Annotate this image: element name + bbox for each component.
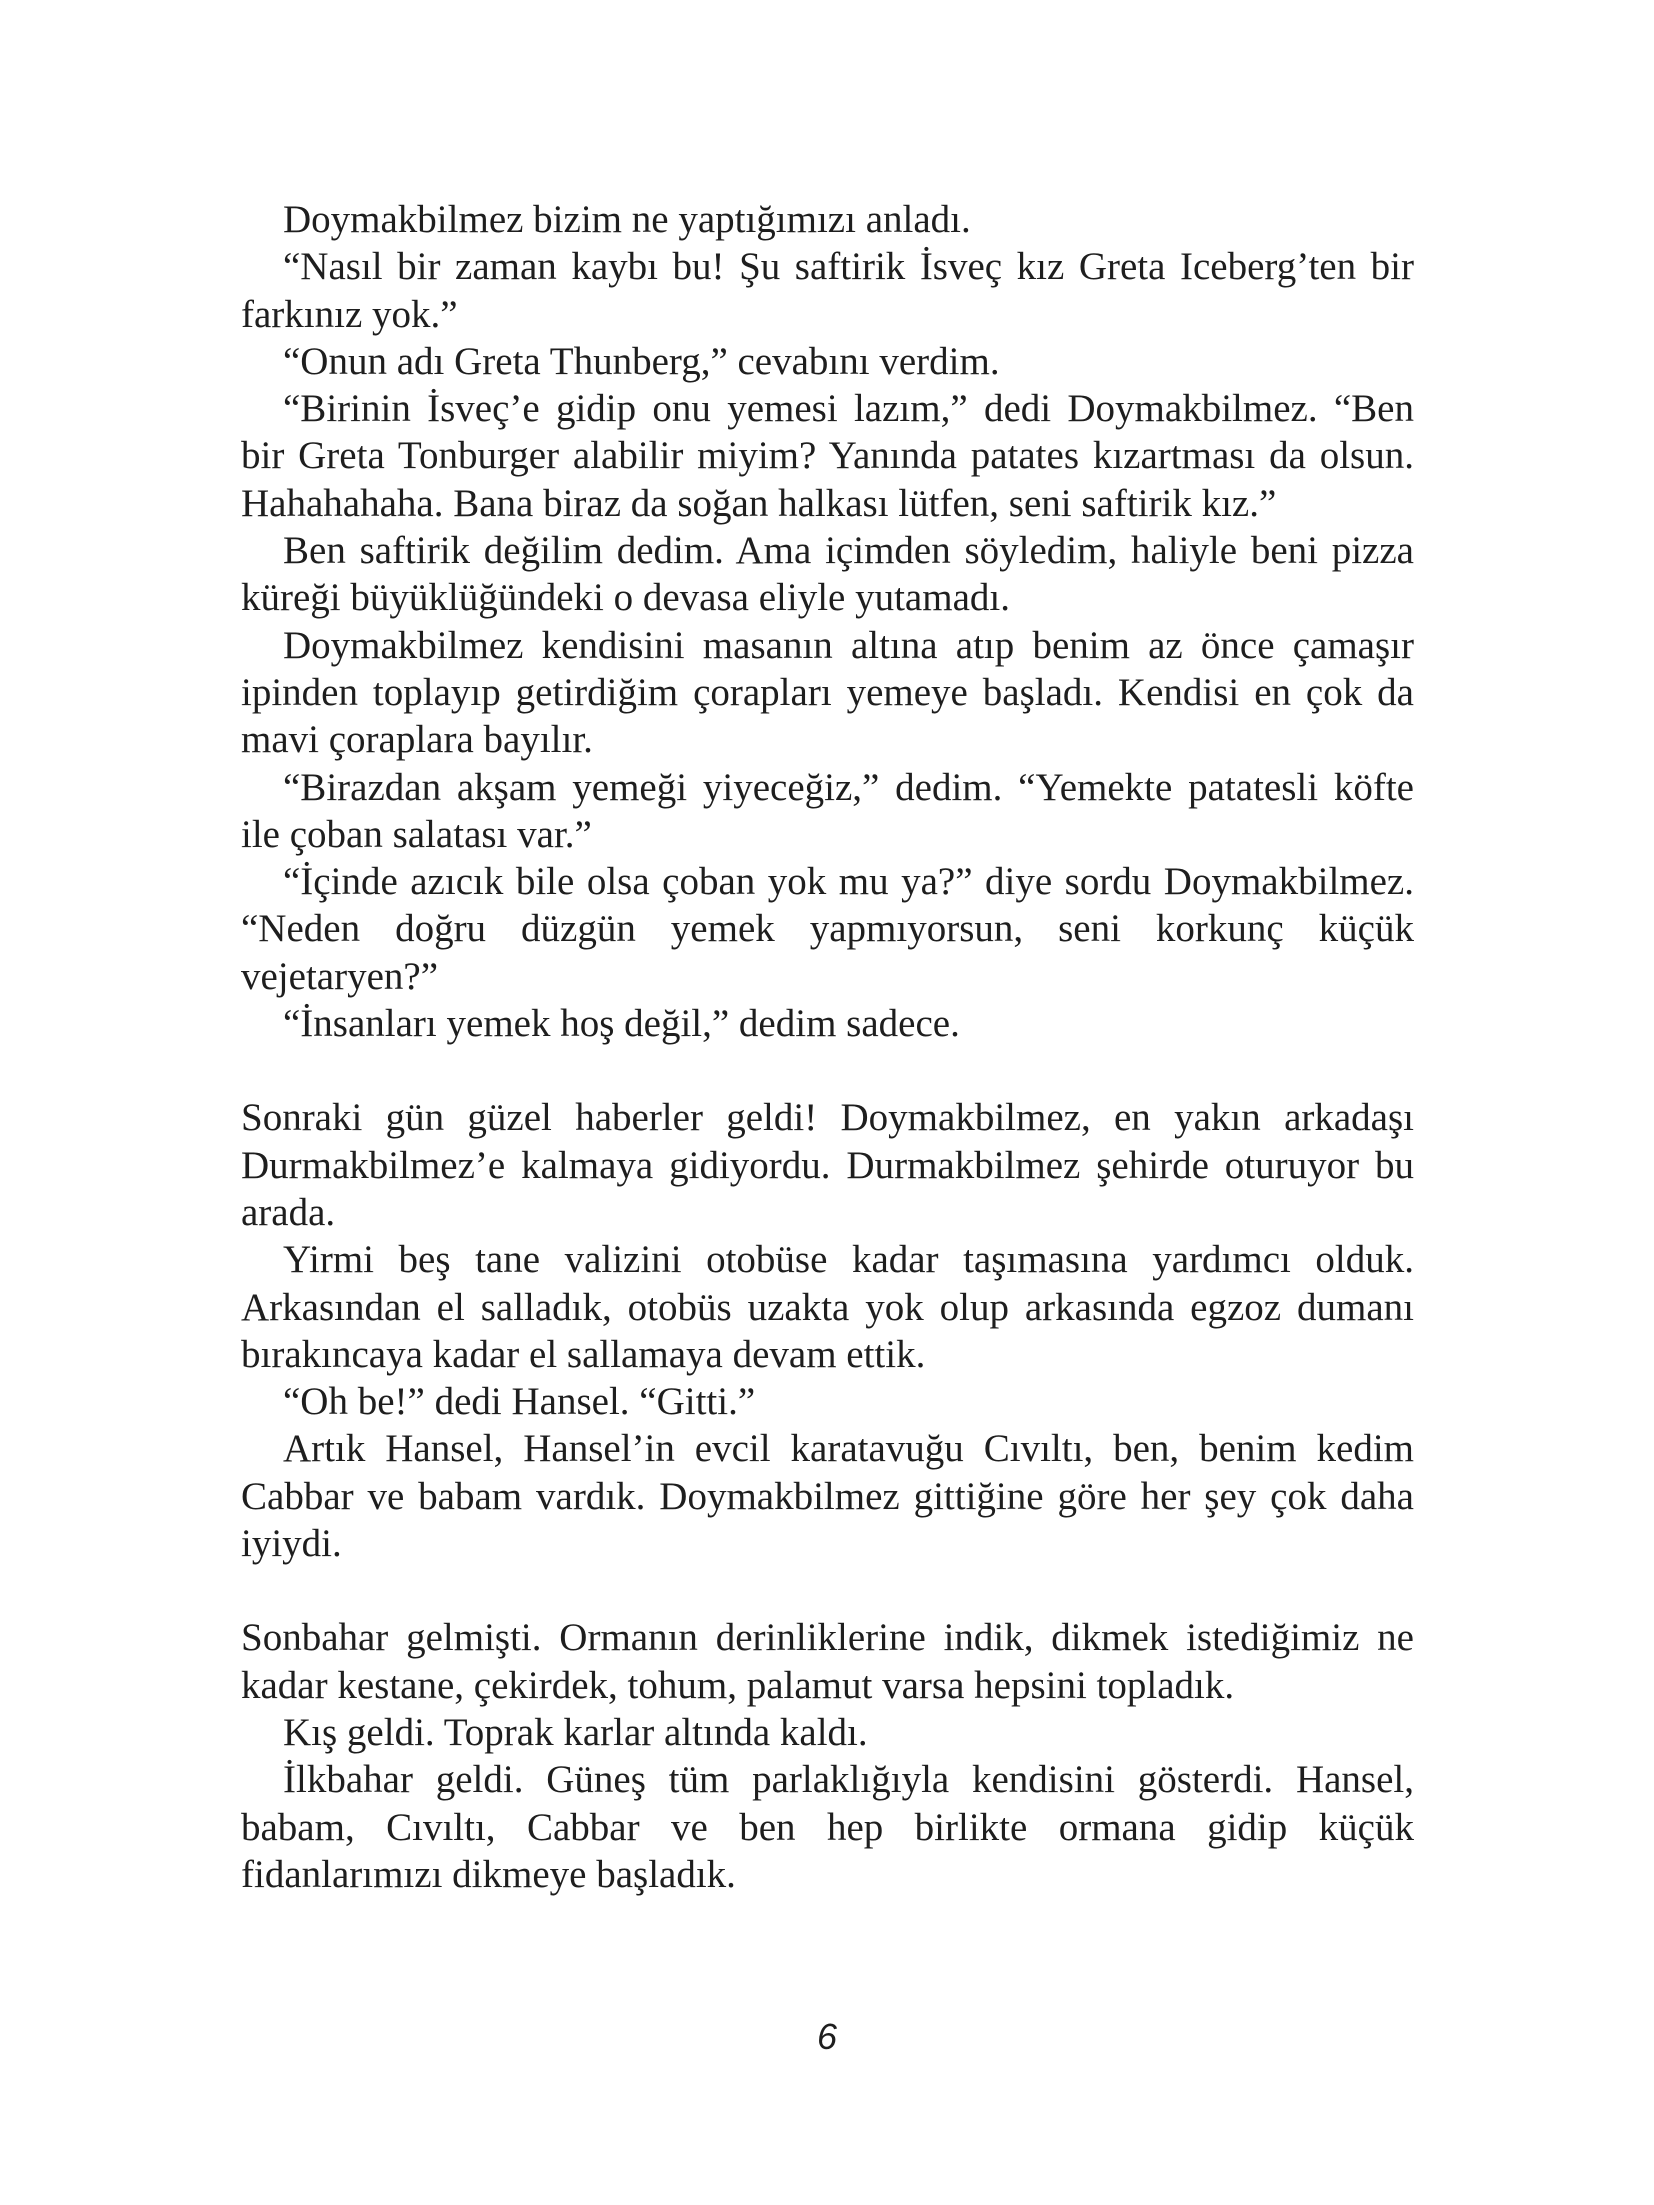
paragraph: “Onun adı Greta Thunberg,” cevabını verdim.: [283, 339, 1000, 383]
paragraph: “İnsanları yemek hoş değil,” dedim sadece.: [283, 1002, 960, 1046]
paragraph: Ben saftirik değilim dedim. Ama içimden söyledim, haliyle beni pizza küreği büyüklüğündeki o devasa eliyle yutamadı.: [241, 529, 1414, 620]
section-break: [241, 1047, 1414, 1094]
paragraph: “İçinde azıcık bile olsa çoban yok mu ya?” diye sordu Doymakbilmez. “Neden doğru düzgün yemek yapmıyorsun, seni korkunç küçük vejetaryen?”: [241, 860, 1414, 998]
paragraph: Doymakbilmez bizim ne yaptığımızı anladı.: [283, 198, 971, 241]
paragraph: Kış geldi. Toprak karlar altında kaldı.: [283, 1710, 868, 1754]
paragraph: “Birinin İsveç’e gidip onu yemesi lazım,” dedi Doymakbilmez. “Ben bir Greta Tonburger alabilir miyim? Yanında patates kızartması da olsun. Hahahahaha. Bana biraz da soğan halkası lütfen, seni saftirik kız.”: [241, 387, 1414, 525]
paragraph: Sonbahar gelmişti. Ormanın derinliklerine indik, dikmek istediğimiz ne kadar kestane, çekirdek, tohum, palamut varsa hepsini topladık.: [241, 1616, 1414, 1707]
paragraph: “Oh be!” dedi Hansel. “Gitti.”: [283, 1380, 756, 1424]
paragraph: Doymakbilmez kendisini masanın altına atıp benim az önce çamaşır ipinden toplayıp getirdiğim çorapları yemeye başladı. Kendisi en çok da mavi çoraplara bayılır.: [241, 623, 1414, 762]
paragraph: İlkbahar geldi. Güneş tüm parlaklığıyla kendisini gösterdi. Hansel, babam, Cıvıltı, Cabbar ve ben hep birlikte ormana gidip küçük fidanlarımızı dikmeye başladık.: [241, 1758, 1414, 1896]
section-2: [241, 1094, 1414, 1567]
paragraph: “Nasıl bir zaman kaybı bu! Şu saftirik İsveç kız Greta Iceberg’ten bir farkınız yok.”: [241, 245, 1414, 336]
section-1: [241, 196, 1414, 1047]
paragraph: Artık Hansel, Hansel’in evcil karatavuğu Cıvıltı, ben, benim kedim Cabbar ve babam vardık. Doymakbilmez gittiğine göre her şey çok daha iyiydi.: [241, 1427, 1414, 1566]
paragraph: “Birazdan akşam yemeği yiyeceğiz,” dedim. “Yemekte patatesli köfte ile çoban salatası var.”: [241, 765, 1414, 856]
section-3: [241, 1614, 1414, 1898]
body-text: [241, 196, 1414, 1898]
page-number: 6: [816, 2016, 838, 2057]
paragraph: Sonraki gün güzel haberler geldi! Doymakbilmez, en yakın arkadaşı Durmakbilmez’e kalmaya gidiyordu. Durmakbilmez şehirde oturuyor bu arada.: [241, 1096, 1414, 1234]
paragraph: Yirmi beş tane valizini otobüse kadar taşımasına yardımcı olduk. Arkasından el salladık, otobüs uzakta yok olup arkasında egzoz dumanı bırakıncaya kadar el sallamaya devam ettik.: [241, 1238, 1414, 1376]
section-break: [241, 1567, 1414, 1614]
